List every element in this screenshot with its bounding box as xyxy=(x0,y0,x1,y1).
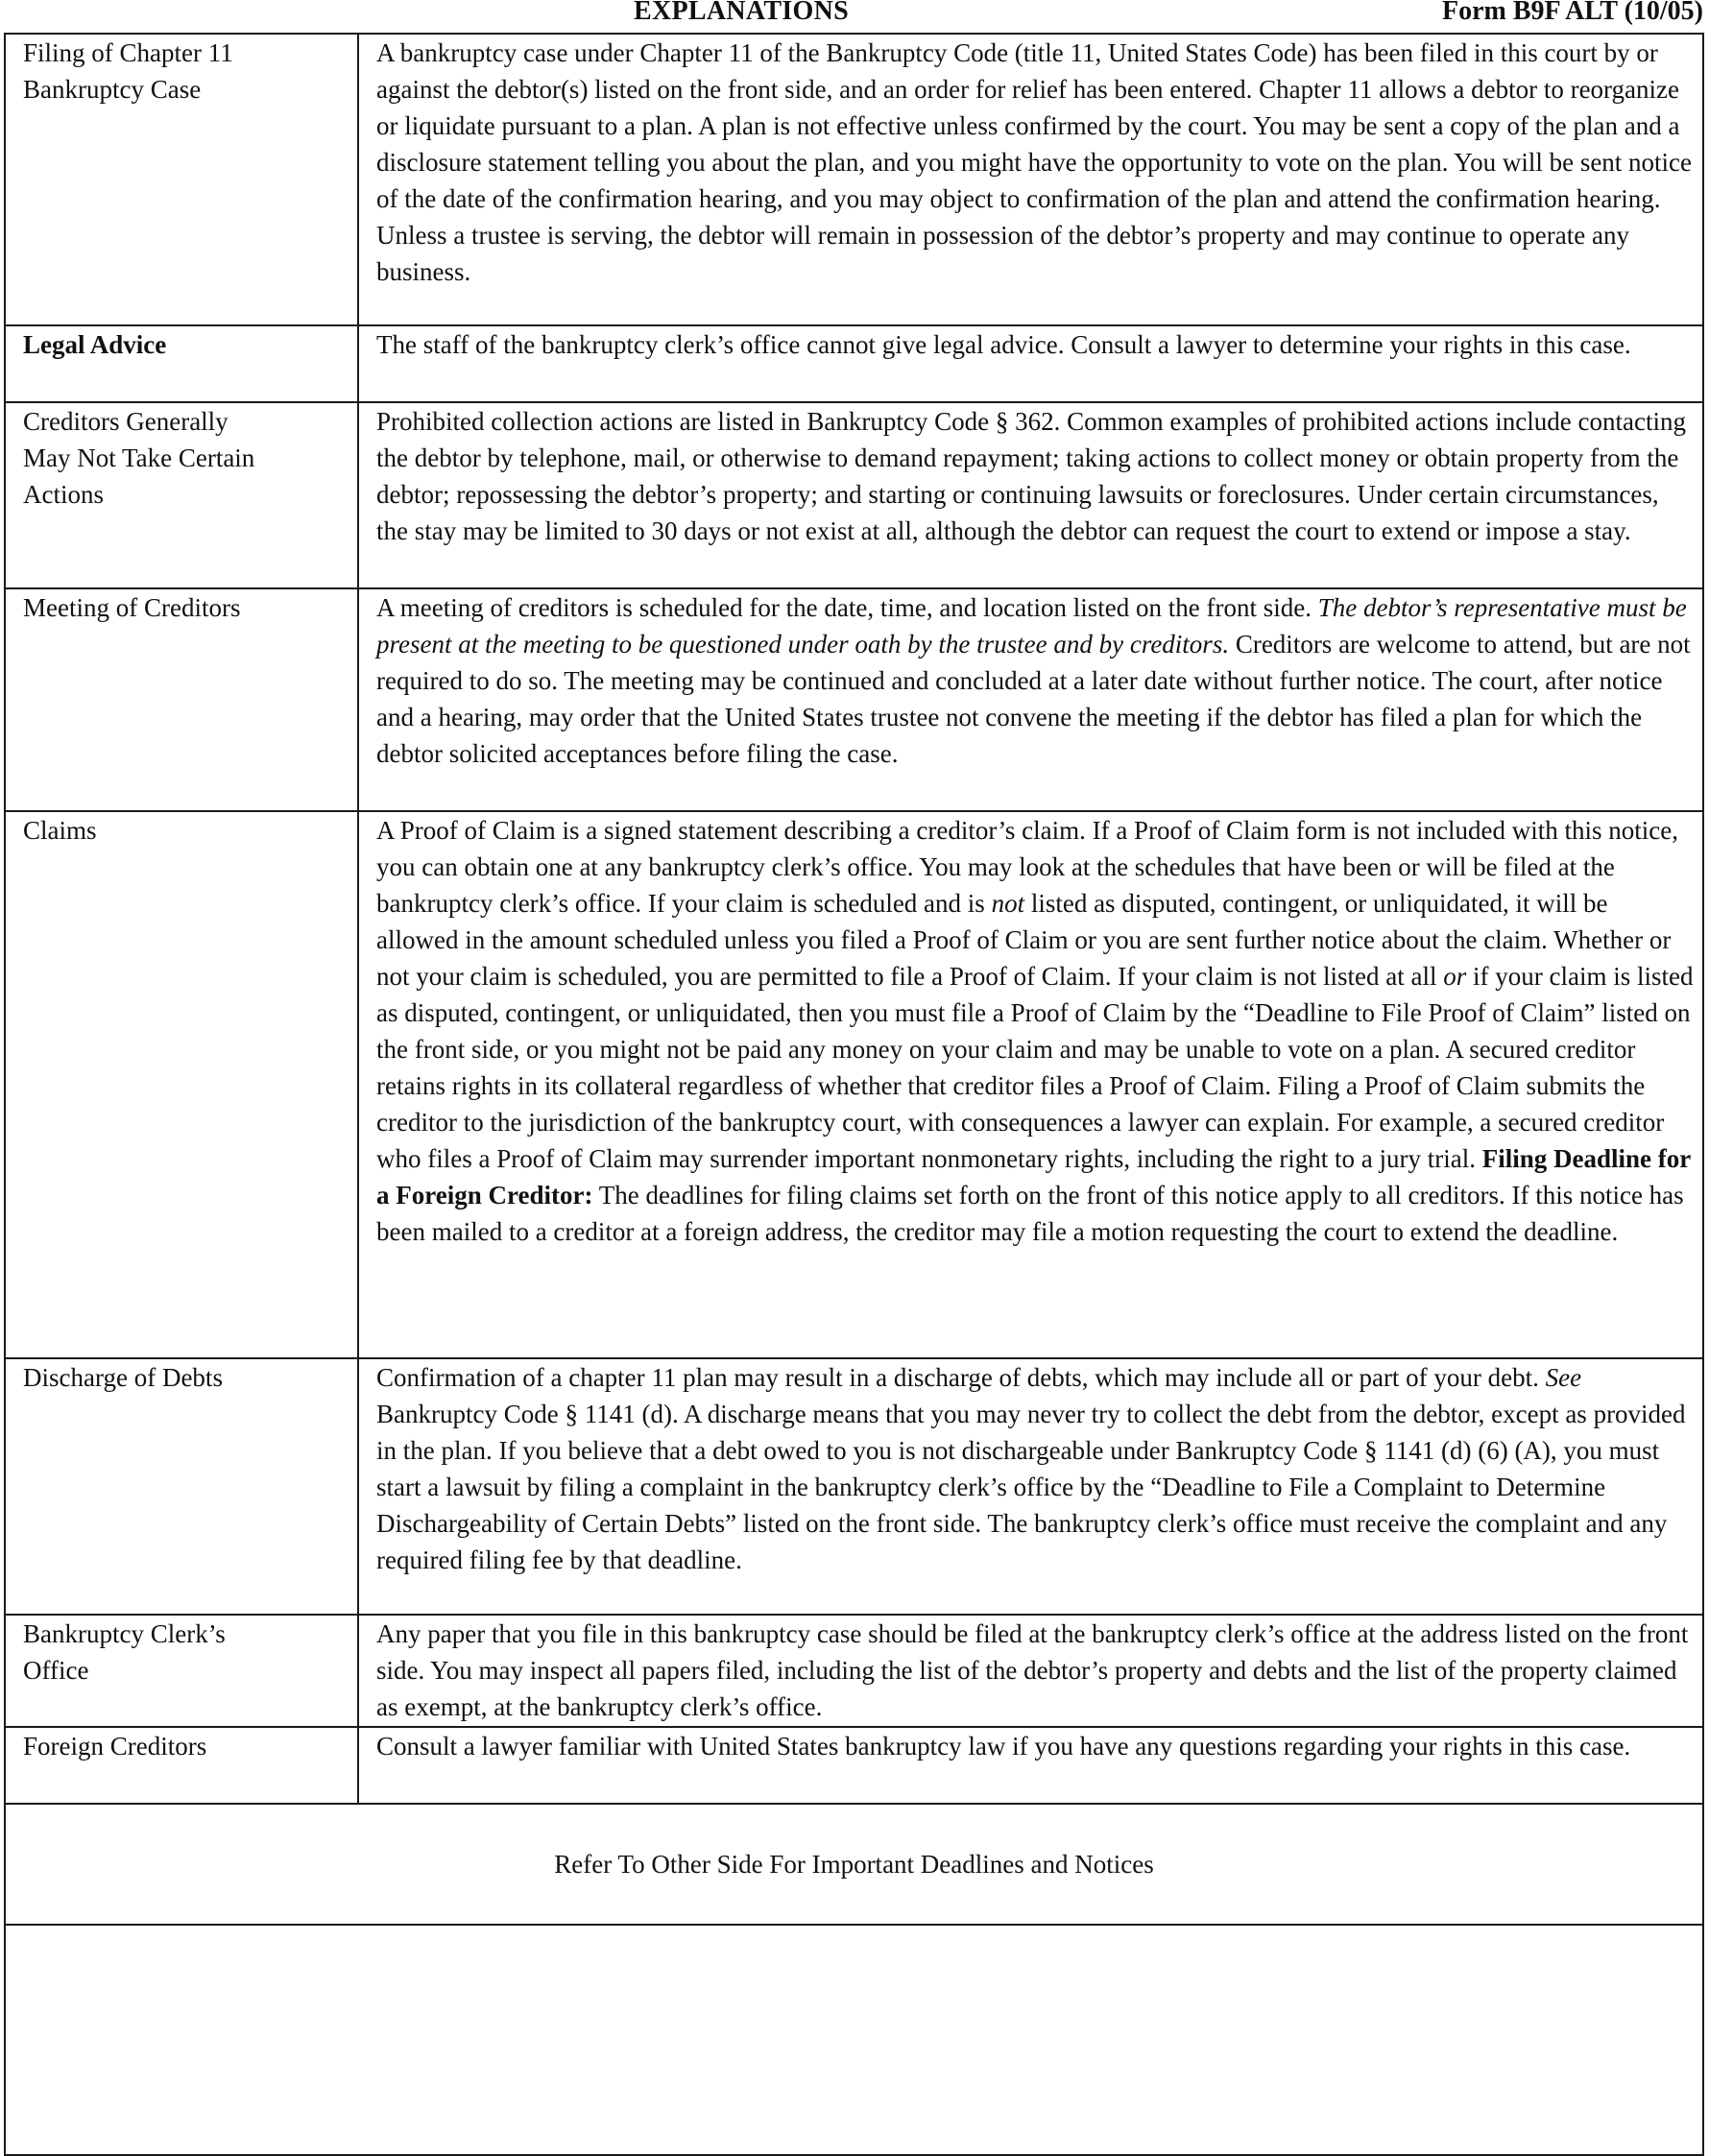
row-label-line: Office xyxy=(23,1656,89,1685)
row-text-claims xyxy=(358,811,1703,1358)
table-row-filing xyxy=(5,34,1703,325)
row-label-creditors-actions xyxy=(5,402,358,588)
explanations-table xyxy=(4,33,1704,2156)
text-segment: Confirmation of a chapter 11 plan may result in a discharge of debts, which may include all or part of your debt. xyxy=(376,1363,1546,1392)
page-title: EXPLANATIONS xyxy=(634,0,850,26)
row-text-filing: A bankruptcy case under Chapter 11 of the Bankruptcy Code (title 11, United States Code) has been filed in this court by or against the debtor(s) listed on the front side, and an order for relief has been entered. Chapter 11 allows a debtor to reorganize or liquidate pursuant to a plan. A plan is not effective unless confirmed by the court. You may be sent a copy of the plan and a disclosure statement telling you about the plan, and you might have the opportunity to vote on the plan. You will be sent notice of the date of the confirmation hearing, and you may object to confirmation of the plan and attend the confirmation hearing. Unless a trustee is serving, the debtor will remain in possession of the debtor’s property and may continue to operate any business. xyxy=(358,34,1703,325)
row-label-line: Filing of Chapter 11 xyxy=(23,38,233,67)
table-row-creditors-actions xyxy=(5,402,1703,588)
text-segment: A Proof of Claim is a signed statement describing a creditor’s claim. If a Proof of Claim form is not included with this notice, you can obtain one at any bankruptcy clerk’s office. You may look at the schedules that have been or will be filed at the bankruptcy clerk’s office. If your claim is scheduled and is xyxy=(376,816,1678,918)
empty-box xyxy=(5,1925,1703,2155)
row-label-line: Bankruptcy Clerk’s xyxy=(23,1619,226,1648)
row-label-filing xyxy=(5,34,358,325)
italic-text-segment: The debtor’s representative must be present at the meeting to be questioned under oath by the trustee and by creditors. xyxy=(376,593,1687,659)
italic-text-segment: or xyxy=(1443,962,1467,991)
row-label-line: Creditors Generally xyxy=(23,407,229,436)
text-segment: A meeting of creditors is scheduled for the date, time, and location listed on the front side. xyxy=(376,593,1318,622)
row-label-line: Actions xyxy=(23,480,104,509)
table-row-claims xyxy=(5,811,1703,1358)
refer-other-side-notice: Refer To Other Side For Important Deadlines and Notices xyxy=(5,1804,1703,1925)
row-label-legal-advice: Legal Advice xyxy=(5,325,358,402)
table-row-empty-box xyxy=(5,1925,1703,2155)
page-header xyxy=(0,0,1709,33)
table-row-refer-notice xyxy=(5,1804,1703,1925)
row-text-bankruptcy-clerks-office: Any paper that you file in this bankruptcy case should be filed at the bankruptcy clerk’s office at the address listed on the front side. You may inspect all papers filed, including the list of the debtor’s property and debts and the list of the property claimed as exempt, at the bankruptcy clerk’s office. xyxy=(358,1615,1703,1727)
row-text-legal-advice: The staff of the bankruptcy clerk’s office cannot give legal advice. Consult a lawyer to determine your rights in this case. xyxy=(358,325,1703,402)
table-row-legal-advice xyxy=(5,325,1703,402)
table-row-bankruptcy-clerks-office xyxy=(5,1615,1703,1727)
text-segment: if your claim is listed as disputed, contingent, or unliquidated, then you must file a Proof of Claim by the “Deadline to File Proof of Claim” listed on the front side, or you might not be paid any money on your claim and may be unable to vote on a plan. A secured creditor retains rights in its collateral regardless of whether that creditor files a Proof of Claim. Filing a Proof of Claim submits the creditor to the jurisdiction of the bankruptcy court, with consequences a lawyer can explain. For example, a secured creditor who files a Proof of Claim may surrender important nonmonetary rights, including the right to a jury trial. xyxy=(376,962,1694,1173)
row-text-discharge-of-debts xyxy=(358,1358,1703,1615)
row-label-discharge-of-debts: Discharge of Debts xyxy=(5,1358,358,1615)
bold-text-segment: Filing Deadline for a Foreign Creditor: xyxy=(376,1144,1691,1210)
table-row-foreign-creditors xyxy=(5,1727,1703,1804)
table-row-discharge-of-debts xyxy=(5,1358,1703,1615)
italic-text-segment: See xyxy=(1545,1363,1582,1392)
row-label-line: May Not Take Certain xyxy=(23,443,255,472)
row-label-claims: Claims xyxy=(5,811,358,1358)
row-text-foreign-creditors: Consult a lawyer familiar with United States bankruptcy law if you have any questions regarding your rights in this case. xyxy=(358,1727,1703,1804)
row-label-bankruptcy-clerks-office xyxy=(5,1615,358,1727)
row-text-creditors-actions: Prohibited collection actions are listed in Bankruptcy Code § 362. Common examples of prohibited actions include contacting the debtor by telephone, mail, or otherwise to demand repayment; taking actions to collect money or obtain property from the debtor; repossessing the debtor’s property; and starting or continuing lawsuits or foreclosures. Under certain circumstances, the stay may be limited to 30 days or not exist at all, although the debtor can request the court to extend or impose a stay. xyxy=(358,402,1703,588)
row-text-meeting-of-creditors xyxy=(358,588,1703,811)
table-row-meeting-of-creditors xyxy=(5,588,1703,811)
row-label-foreign-creditors: Foreign Creditors xyxy=(5,1727,358,1804)
text-segment: The deadlines for filing claims set forth on the front of this notice apply to all creditors. If this notice has been mailed to a creditor at a foreign address, the creditor may file a motion requesting the court to extend the deadline. xyxy=(376,1181,1684,1246)
text-segment: Creditors are welcome to attend, but are not required to do so. The meeting may be continued and concluded at a later date without further notice. The court, after notice and a hearing, may order that the United States trustee not convene the meeting if the debtor has filed a plan for which the debtor solicited acceptances before filing the case. xyxy=(376,630,1691,768)
row-label-meeting-of-creditors: Meeting of Creditors xyxy=(5,588,358,811)
row-label-line: Bankruptcy Case xyxy=(23,75,202,104)
text-segment: listed as disputed, contingent, or unliquidated, it will be allowed in the amount scheduled unless you filed a Proof of Claim or you are sent further notice about the claim. Whether or not your claim is scheduled, you are permitted to file a Proof of Claim. If your claim is not listed at all xyxy=(376,889,1672,991)
form-identifier: Form B9F ALT (10/05) xyxy=(1442,0,1703,26)
text-segment: Bankruptcy Code § 1141 (d). A discharge means that you may never try to collect the debt from the debtor, except as provided in the plan. If you believe that a debt owed to you is not dischargeable under Bankruptcy Code § 1141 (d) (6) (A), you must start a lawsuit by filing a complaint in the bankruptcy clerk’s office by the “Deadline to File a Complaint to Determine Dischargeability of Certain Debts” listed on the front side. The bankruptcy clerk’s office must receive the complaint and any required filing fee by that deadline. xyxy=(376,1400,1686,1574)
italic-text-segment: not xyxy=(991,889,1025,918)
